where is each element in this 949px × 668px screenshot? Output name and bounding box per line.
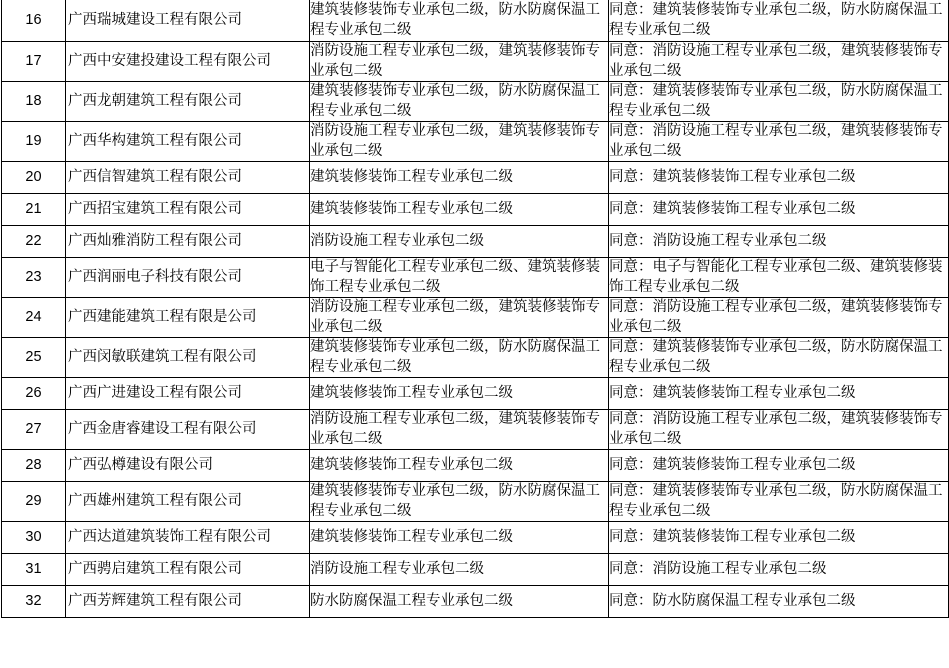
qualification-scope: 建筑装修装饰工程专业承包二级 xyxy=(310,378,609,410)
company-name: 广西弘樽建设有限公司 xyxy=(66,450,310,482)
qualification-scope: 消防设施工程专业承包二级，建筑装修装饰专业承包二级 xyxy=(310,298,609,338)
table-row xyxy=(2,194,949,226)
review-opinion: 同意：建筑装修装饰工程专业承包二级 xyxy=(609,522,949,554)
row-number: 28 xyxy=(2,450,66,482)
review-opinion: 同意：建筑装修装饰专业承包二级，防水防腐保温工程专业承包二级 xyxy=(609,338,949,378)
review-opinion: 同意：电子与智能化工程专业承包二级、建筑装修装饰工程专业承包二级 xyxy=(609,258,949,298)
table-row xyxy=(2,226,949,258)
row-number: 25 xyxy=(2,338,66,378)
company-name: 广西信智建筑工程有限公司 xyxy=(66,162,310,194)
row-number: 23 xyxy=(2,258,66,298)
company-name: 广西达道建筑装饰工程有限公司 xyxy=(66,522,310,554)
row-number: 26 xyxy=(2,378,66,410)
row-number: 32 xyxy=(2,586,66,618)
qualification-scope: 消防设施工程专业承包二级 xyxy=(310,226,609,258)
row-number: 17 xyxy=(2,42,66,82)
table-row xyxy=(2,258,949,298)
company-name: 广西中安建投建设工程有限公司 xyxy=(66,42,310,82)
company-name: 广西龙朝建筑工程有限公司 xyxy=(66,82,310,122)
table-row xyxy=(2,338,949,378)
table-row xyxy=(2,298,949,338)
table-row xyxy=(2,482,949,522)
table-row xyxy=(2,122,949,162)
qualification-scope: 消防设施工程专业承包二级 xyxy=(310,554,609,586)
company-name: 广西建能建筑工程有限是公司 xyxy=(66,298,310,338)
review-opinion: 同意：消防设施工程专业承包二级，建筑装修装饰专业承包二级 xyxy=(609,298,949,338)
table-row xyxy=(2,0,949,42)
table-row xyxy=(2,42,949,82)
review-opinion: 同意：建筑装修装饰工程专业承包二级 xyxy=(609,378,949,410)
row-number: 31 xyxy=(2,554,66,586)
review-opinion: 同意：防水防腐保温工程专业承包二级 xyxy=(609,586,949,618)
qualification-scope: 消防设施工程专业承包二级，建筑装修装饰专业承包二级 xyxy=(310,122,609,162)
review-opinion: 同意：建筑装修装饰工程专业承包二级 xyxy=(609,450,949,482)
review-opinion: 同意：建筑装修装饰专业承包二级，防水防腐保温工程专业承包二级 xyxy=(609,0,949,42)
row-number: 30 xyxy=(2,522,66,554)
review-opinion: 同意：消防设施工程专业承包二级 xyxy=(609,554,949,586)
company-name: 广西润丽电子科技有限公司 xyxy=(66,258,310,298)
review-opinion: 同意：消防设施工程专业承包二级，建筑装修装饰专业承包二级 xyxy=(609,122,949,162)
table-row xyxy=(2,450,949,482)
row-number: 19 xyxy=(2,122,66,162)
company-name: 广西招宝建筑工程有限公司 xyxy=(66,194,310,226)
qualification-table xyxy=(1,0,949,618)
review-opinion: 同意：消防设施工程专业承包二级 xyxy=(609,226,949,258)
review-opinion: 同意：消防设施工程专业承包二级，建筑装修装饰专业承包二级 xyxy=(609,410,949,450)
company-name: 广西广进建设工程有限公司 xyxy=(66,378,310,410)
qualification-scope: 消防设施工程专业承包二级，建筑装修装饰专业承包二级 xyxy=(310,42,609,82)
table-row xyxy=(2,82,949,122)
review-opinion: 同意：消防设施工程专业承包二级，建筑装修装饰专业承包二级 xyxy=(609,42,949,82)
qualification-scope: 电子与智能化工程专业承包二级、建筑装修装饰工程专业承包二级 xyxy=(310,258,609,298)
review-opinion: 同意：建筑装修装饰工程专业承包二级 xyxy=(609,194,949,226)
qualification-scope: 建筑装修装饰工程专业承包二级 xyxy=(310,522,609,554)
company-name: 广西灿雅消防工程有限公司 xyxy=(66,226,310,258)
table-row xyxy=(2,586,949,618)
company-name: 广西瑞城建设工程有限公司 xyxy=(66,0,310,42)
row-number: 24 xyxy=(2,298,66,338)
qualification-scope: 防水防腐保温工程专业承包二级 xyxy=(310,586,609,618)
row-number: 22 xyxy=(2,226,66,258)
qualification-scope: 建筑装修装饰专业承包二级，防水防腐保温工程专业承包二级 xyxy=(310,0,609,42)
qualification-scope: 消防设施工程专业承包二级，建筑装修装饰专业承包二级 xyxy=(310,410,609,450)
qualification-scope: 建筑装修装饰工程专业承包二级 xyxy=(310,194,609,226)
row-number: 18 xyxy=(2,82,66,122)
table-body xyxy=(2,0,949,618)
table-row xyxy=(2,522,949,554)
review-opinion: 同意：建筑装修装饰工程专业承包二级 xyxy=(609,162,949,194)
qualification-scope: 建筑装修装饰工程专业承包二级 xyxy=(310,162,609,194)
company-name: 广西华构建筑工程有限公司 xyxy=(66,122,310,162)
company-name: 广西雄州建筑工程有限公司 xyxy=(66,482,310,522)
table-row xyxy=(2,554,949,586)
qualification-scope: 建筑装修装饰专业承包二级，防水防腐保温工程专业承包二级 xyxy=(310,82,609,122)
row-number: 16 xyxy=(2,0,66,42)
company-name: 广西芳辉建筑工程有限公司 xyxy=(66,586,310,618)
review-opinion: 同意：建筑装修装饰专业承包二级，防水防腐保温工程专业承包二级 xyxy=(609,482,949,522)
company-name: 广西骋启建筑工程有限公司 xyxy=(66,554,310,586)
company-name: 广西金唐睿建设工程有限公司 xyxy=(66,410,310,450)
row-number: 20 xyxy=(2,162,66,194)
table-row xyxy=(2,162,949,194)
table-row xyxy=(2,378,949,410)
qualification-scope: 建筑装修装饰专业承包二级，防水防腐保温工程专业承包二级 xyxy=(310,338,609,378)
table-row xyxy=(2,410,949,450)
row-number: 29 xyxy=(2,482,66,522)
row-number: 21 xyxy=(2,194,66,226)
company-name: 广西闵敏联建筑工程有限公司 xyxy=(66,338,310,378)
qualification-scope: 建筑装修装饰专业承包二级，防水防腐保温工程专业承包二级 xyxy=(310,482,609,522)
row-number: 27 xyxy=(2,410,66,450)
qualification-scope: 建筑装修装饰工程专业承包二级 xyxy=(310,450,609,482)
review-opinion: 同意：建筑装修装饰专业承包二级，防水防腐保温工程专业承包二级 xyxy=(609,82,949,122)
